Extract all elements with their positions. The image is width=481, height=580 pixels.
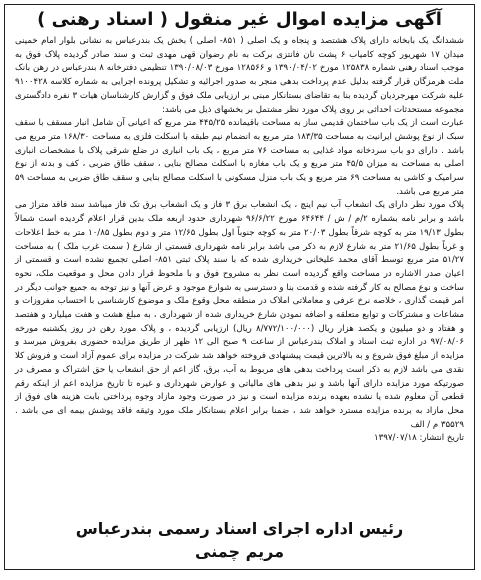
notice-paragraph-building: عبارت است از یک باب ساختمان قدیمی ساز به مساحت باقیمانده ۴۴۵/۲۵ متر مربع که اعیانی آن شامل انبار مسقف با سقف سبک از نوع پوشش ایرانیت به مساحت ۱۸۳/۳۵ متر مربع به انضمام نیم طبقه با اسکلت فلزی به مساحت ۱۶۸/۳۰ متر مربع می باشد . دارای دو باب سردخانه مواد غذایی به مساحت ۷۶ متر مربع ، یک باب انباری در ضلع شرقی پلاک با مشخصات انباری اصلی به مساحت به میزان ۴۵/۵ متر مربع و یک باب مغازه با اسکلت مصالح بنایی ، سقف طاق ضربی ، کف و بدنه از نوع سرامیک و کاشی به مساحت ۶۹ متر مربع و یک باب منزل مسکونی با اسکلت مصالح بنایی و سقف طاق ضربی به مساحت ۵۹ متر مربع می باشد. [15, 118, 464, 197]
signature-name: مریم چمنی [195, 542, 284, 561]
notice-body [5, 33, 474, 432]
notice-title: آگهی مزایده اموال غیر منقول ( اسناد رهنی ) [37, 9, 442, 30]
publication-date: تاریخ انتشار: ۱۳۹۷/۰۷/۱۸ [374, 433, 464, 444]
notice-paragraph-property: ششدانگ یک بابخانه دارای پلاک هشتصد و پنجاه و یک اصلی ( ۸۵۱- اصلی ) بخش یک بندرعباس به نشانی بلوار امام خمینی میدان ۱۷ شهریور کوچه کامیاب ۶ پشت نان فانتزی برکت به نام رضوان قهی مهدی ثبت و سند صادر گردیده پلاک فوق به موجب اسناد رهنی شماره ۱۲۵۸۳۸ مورخ ۱۳۹۰/۰۴/۰۲ و ۱۲۸۵۶۶ مورخ ۱۳۹۰/۰۸/۰۳ تنظیمی دفترخانه ۸ بندرعباس در رهن بانک ملت هرمزگان قرار گرفته بدلیل عدم پرداخت بدهی منجر به صدور اجرائیه و تشکیل پرونده اجرایی به شماره کلاسه ۹۱۰۰۴۲۸ علیه شرکت مهرجردیان گردیده بنا به تقاضای بستانکار مبنی بر ارزیابی ملک فوق و گزارش کارشناسان هیات ۳ نفره دادگستری مجموعه مستحدثات احداثی بر روی پلاک مورد نظر مشتمل بر بخشهای ذیل می باشد: [15, 36, 465, 115]
auction-notice [4, 4, 475, 570]
signature-block [5, 517, 474, 563]
signature-organization: رئیس اداره اجرای اسناد رسمی بندرعباس [75, 519, 404, 538]
notice-paragraph-details: پلاک مورد نظر دارای یک انشعاب آب نیم اینچ ، یک انشعاب برق ۳ فاز و یک انشعاب برق تک فاز میباشد سند فاقد متراژ می باشد و برابر نامه بشماره ۲/م / ش / ۶۴۶۴۴ مورخ ۹۶/۶/۲۲ شهرداری حدود اربعه ملک بدین قرار اعلام گردیده است شمالاً بطول ۱۹/۱۳ متر به کوچه شرقاً بطول ۲۰/۰۳ متر به کوچه جنوباً اول بطول ۱۲/۶۵ متر و دوم بطول ۱۰/۸۵ متر به خط اعلاحات و غرباً بطول ۲۱/۶۵ متر به شارع لازم به ذکر می باشد برابر نامه شهرداری قسمتی از شارع ( سمت غرب ملک ) به مساحت ۵۱/۲۷ متر مربع توسط آقای محمد علیخانی خریداری شده که با سند پلاک ثبتی ۸۵۱- اصلی تجمیع نشده است و قسمتی از اعیان صدر الاشاره در مساحت واقع گردیده است نظر به مشروح فوق و با ملحوظ قرار دادن محل و موقعیت ملک، نحوه ساخت و نوع مصالح به کار گرفته شده و قدمت بنا و دسترسی به شوارع موجود و عرض آنها و نیز توجه به جمیع جوانب دیگر در امر قیمت گذاری ، خلاصه نرخ عرفی و معاملاتی املاک در منطقه محل وقوع ملک و موضوع کارشناسی با احتساب مفروزات و مشاعات و مشترکات و توابع متعلقه و اضافه نمودن شارع خریداری شده از شهرداری ، به مبلغ هشت و هفت میلیارد و هفتصد و هفتاد و دو میلیون و یکصد هزار ریال (۸/۷۷۲/۱۰۰/۰۰۰ ریال) ارزیابی گردیده ، و پلاک مورد رهن در روز یکشنبه مورخه ۹۷/۰۸/۰۶ در اداره ثبت اسناد و املاک بندرعباس از ساعت ۹ صبح الی ۱۲ ظهر از طریق مزایده حضوری بفروش میرسد و مزایده از مبلغ فوق شروع و به بالاترین قیمت پیشنهادی فروخته خواهد شد شرکت در مزایده برای عموم آزاد است و فروش کلا نقدی می باشد لازم به ذکر است پرداخت بدهی های مربوط به آب، برق، گاز اعم از حق انشعاب یا حق اشتراک و مصرف در صورتیکه مورد مزایده دارای آنها باشد و نیز بدهی های مالیاتی و عوارض شهرداری و غیره تا تاریخ مزایده اعم از اینکه رقم قطعی آن معلوم شده یا نشده بعهده برنده مزایده است و نیز در صورت وجود مازاد وجوه پرداختی بابت هزینه های فوق از محل مازاد به برنده مزایده مسترد خواهد شد ، ضمنا برابر اعلام بستانکار ملک مورد وثیقه فاقد پوشش بیمه ای می باشد . ۳۵۵۲۹ م / الف [15, 200, 465, 430]
